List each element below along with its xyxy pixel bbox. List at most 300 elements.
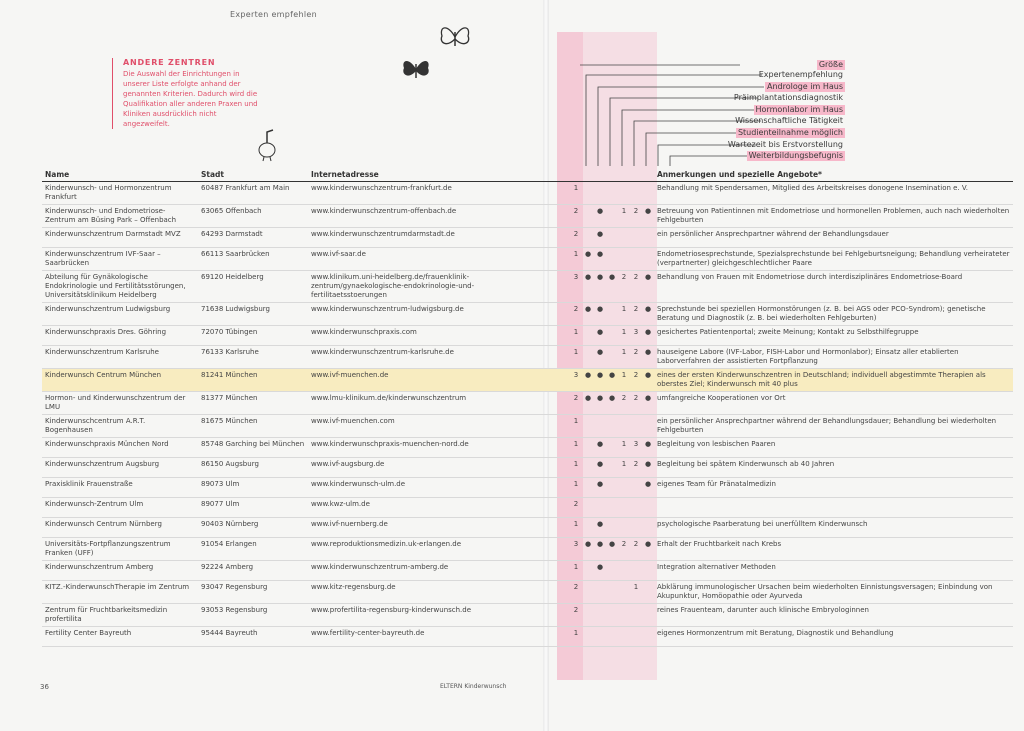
clinic-name: Kinderwunschzentrum Amberg: [42, 561, 198, 581]
criteria-mark: ●: [594, 248, 606, 271]
criteria-mark: [594, 627, 606, 647]
criteria-mark: 1: [618, 458, 630, 478]
row-spacer: [514, 415, 570, 438]
clinic-notes: reines Frauenteam, darunter auch klinische Embryologinnen: [654, 604, 1013, 627]
legend-item: Expertenempfehlung: [758, 70, 843, 79]
criteria-mark: 2: [570, 205, 582, 228]
clinic-url: www.ivf-muenchen.com: [308, 415, 514, 438]
clinic-city: 86150 Augsburg: [198, 458, 308, 478]
table-row: [42, 205, 1013, 228]
criteria-mark: [582, 415, 594, 438]
clinic-url: www.profertilita-regensburg-kinderwunsch.de: [308, 604, 514, 627]
clinic-name: Kinderwunschzentrum Ludwigsburg: [42, 303, 198, 326]
clinic-name: Kinderwunsch Centrum Nürnberg: [42, 518, 198, 538]
criteria-mark: [618, 478, 630, 498]
criteria-mark: ●: [594, 478, 606, 498]
clinic-notes: Endometriosesprechstunde, Spezialsprechstunde bei Fehlgeburtsneigung; Behandlung verheirateter (verpartnerter) gleichgeschlechtlicher Paare: [654, 248, 1013, 271]
criteria-mark: [630, 182, 642, 205]
criteria-mark: ●: [582, 369, 594, 392]
criteria-mark: [582, 498, 594, 518]
criteria-mark: [642, 581, 654, 604]
criteria-mark: ●: [642, 538, 654, 561]
row-spacer: [514, 392, 570, 415]
criteria-mark: ●: [594, 438, 606, 458]
criteria-mark: [606, 458, 618, 478]
criteria-mark: [594, 498, 606, 518]
clinic-notes: Integration alternativer Methoden: [654, 561, 1013, 581]
clinic-notes: ein persönlicher Ansprechpartner während der Behandlungsdauer; Behandlung bei wiederholten Fehlgeburten: [654, 415, 1013, 438]
criteria-mark: [606, 415, 618, 438]
criteria-mark: 1: [618, 205, 630, 228]
criteria-mark: ●: [642, 271, 654, 303]
criteria-mark: ●: [642, 346, 654, 369]
criteria-mark: ●: [594, 303, 606, 326]
criteria-mark: ●: [606, 392, 618, 415]
row-spacer: [514, 369, 570, 392]
table-row: [42, 498, 1013, 518]
clinic-name: Praxisklinik Frauenstraße: [42, 478, 198, 498]
legend-item: Weiterbildungsbefugnis: [748, 151, 843, 160]
criteria-mark: [606, 581, 618, 604]
criteria-mark: [606, 182, 618, 205]
criteria-mark: [618, 415, 630, 438]
criteria-mark: 1: [618, 438, 630, 458]
table-row: [42, 248, 1013, 271]
clinic-city: 93047 Regensburg: [198, 581, 308, 604]
clinic-name: Fertility Center Bayreuth: [42, 627, 198, 647]
clinic-name: Kinderwunsch- und Hormonzentrum Frankfurt: [42, 182, 198, 205]
criteria-mark: [582, 182, 594, 205]
clinic-notes: Behandlung mit Spendersamen, Mitglied des Arbeitskreises donogene Insemination e. V.: [654, 182, 1013, 205]
table-header-row: [42, 168, 1013, 182]
clinic-city: 90403 Nürnberg: [198, 518, 308, 538]
page-number: 36: [40, 683, 49, 691]
criteria-mark: ●: [642, 326, 654, 346]
criteria-mark: [582, 478, 594, 498]
header-city: Stadt: [198, 168, 308, 182]
criteria-mark: [642, 415, 654, 438]
butterfly-icon: [438, 22, 472, 59]
legend-item: Größe: [818, 60, 843, 69]
legend-item: Androloge im Haus: [766, 82, 843, 91]
criteria-mark: [618, 182, 630, 205]
clinic-url: www.kinderwunsch-ulm.de: [308, 478, 514, 498]
bird-illustration-icon: [255, 126, 279, 162]
criteria-mark: 1: [570, 248, 582, 271]
criteria-mark: [642, 604, 654, 627]
clinic-notes: [654, 498, 1013, 518]
clinic-notes: Betreuung von Patientinnen mit Endometriose und hormonellen Problemen, auch nach wiederholten Fehlgeburten: [654, 205, 1013, 228]
clinic-url: www.kinderwunschzentrum-amberg.de: [308, 561, 514, 581]
clinic-notes: Sprechstunde bei speziellen Hormonstörungen (z. B. bei AGS oder PCO-Syndrom); genetische Beratung und Diagnostik (z. B. bei wiederholten Fehlgeburten): [654, 303, 1013, 326]
clinic-name: Zentrum für Fruchtbarkeitsmedizin profertilita: [42, 604, 198, 627]
header-mark: [594, 168, 606, 182]
butterfly-icon: [400, 56, 432, 89]
criteria-mark: ●: [594, 392, 606, 415]
clinic-name: Kinderwunschzentrum Augsburg: [42, 458, 198, 478]
header-name: Name: [42, 168, 198, 182]
legend-item: Studienteilnahme möglich: [737, 128, 843, 137]
legend-item: Wartezeit bis Erstvorstellung: [727, 140, 843, 149]
criteria-mark: ●: [642, 369, 654, 392]
criteria-mark: [606, 627, 618, 647]
clinic-notes: psychologische Paarberatung bei unerfülltem Kinderwunsch: [654, 518, 1013, 538]
table-row: [42, 369, 1013, 392]
criteria-mark: [606, 604, 618, 627]
criteria-mark: [618, 627, 630, 647]
criteria-mark: 2: [570, 604, 582, 627]
criteria-mark: [630, 604, 642, 627]
clinic-name: KITZ.-KinderwunschTherapie im Zentrum: [42, 581, 198, 604]
criteria-mark: [642, 228, 654, 248]
criteria-mark: [606, 326, 618, 346]
legend-item: Hormonlabor im Haus: [755, 105, 843, 114]
clinic-url: www.ivf-saar.de: [308, 248, 514, 271]
clinic-city: 89077 Ulm: [198, 498, 308, 518]
criteria-mark: [618, 561, 630, 581]
criteria-mark: ●: [594, 228, 606, 248]
criteria-mark: ●: [594, 458, 606, 478]
table-row: [42, 458, 1013, 478]
criteria-mark: [618, 518, 630, 538]
criteria-mark: [594, 581, 606, 604]
clinic-notes: eigenes Hormonzentrum mit Beratung, Diagnostik und Behandlung: [654, 627, 1013, 647]
header-mark: [642, 168, 654, 182]
intro-box: [112, 58, 258, 129]
clinic-url: www.kinderwunschpraxis-muenchen-nord.de: [308, 438, 514, 458]
clinic-url: www.kinderwunschzentrum-offenbach.de: [308, 205, 514, 228]
criteria-mark: 1: [618, 369, 630, 392]
clinic-name: Kinderwunschzentrum Karlsruhe: [42, 346, 198, 369]
clinic-notes: Begleitung von lesbischen Paaren: [654, 438, 1013, 458]
row-spacer: [514, 303, 570, 326]
clinic-city: 85748 Garching bei München: [198, 438, 308, 458]
header-spacer: [514, 168, 570, 182]
criteria-mark: 1: [570, 326, 582, 346]
table-row: [42, 346, 1013, 369]
criteria-mark: [582, 326, 594, 346]
criteria-mark: [582, 627, 594, 647]
clinic-city: 60487 Frankfurt am Main: [198, 182, 308, 205]
clinic-notes: gesichertes Patientenportal; zweite Meinung; Kontakt zu Selbsthilfegruppe: [654, 326, 1013, 346]
criteria-mark: 3: [570, 369, 582, 392]
criteria-mark: 2: [618, 271, 630, 303]
clinic-city: 66113 Saarbrücken: [198, 248, 308, 271]
clinic-name: Kinderwunsch- und Endometriose-Zentrum am Büsing Park – Offenbach: [42, 205, 198, 228]
clinic-url: www.kwz-ulm.de: [308, 498, 514, 518]
criteria-mark: 1: [618, 303, 630, 326]
table-row: [42, 182, 1013, 205]
header-mark: [606, 168, 618, 182]
criteria-mark: 1: [618, 346, 630, 369]
row-spacer: [514, 271, 570, 303]
clinic-notes: Behandlung von Frauen mit Endometriose durch interdisziplinäres Endometriose-Board: [654, 271, 1013, 303]
criteria-mark: [630, 228, 642, 248]
criteria-mark: [594, 415, 606, 438]
row-spacer: [514, 438, 570, 458]
criteria-mark: 2: [630, 392, 642, 415]
criteria-mark: ●: [642, 303, 654, 326]
clinic-notes: hauseigene Labore (IVF-Labor, FISH-Labor und Hormonlabor); Einsatz aller etablierten Laborverfahren der assistierten Fortpflanzung: [654, 346, 1013, 369]
legend-item: Wissenschaftliche Tätigkeit: [735, 116, 843, 125]
clinic-city: 63065 Offenbach: [198, 205, 308, 228]
criteria-mark: ●: [606, 369, 618, 392]
table-row: [42, 604, 1013, 627]
criteria-mark: [642, 498, 654, 518]
header-mark: [570, 168, 582, 182]
criteria-mark: [642, 561, 654, 581]
legend-item: Präimplantationsdiagnostik: [733, 93, 843, 102]
table-row: [42, 228, 1013, 248]
clinic-table: [42, 168, 1013, 647]
criteria-mark: 2: [570, 581, 582, 604]
criteria-mark: 2: [618, 392, 630, 415]
criteria-mark: ●: [582, 248, 594, 271]
criteria-mark: 2: [570, 228, 582, 248]
clinic-notes: umfangreiche Kooperationen vor Ort: [654, 392, 1013, 415]
criteria-mark: 3: [570, 271, 582, 303]
row-spacer: [514, 627, 570, 647]
criteria-mark: 2: [630, 346, 642, 369]
clinic-url: www.kitz-regensburg.de: [308, 581, 514, 604]
criteria-mark: [606, 248, 618, 271]
criteria-mark: [618, 581, 630, 604]
criteria-mark: [606, 438, 618, 458]
criteria-mark: [594, 182, 606, 205]
clinic-city: 81675 München: [198, 415, 308, 438]
criteria-mark: [630, 561, 642, 581]
criteria-mark: [606, 346, 618, 369]
clinic-city: 69120 Heidelberg: [198, 271, 308, 303]
clinic-notes: Erhalt der Fruchtbarkeit nach Krebs: [654, 538, 1013, 561]
criteria-mark: [630, 415, 642, 438]
clinic-url: www.ivf-nuernberg.de: [308, 518, 514, 538]
clinic-notes: Abklärung immunologischer Ursachen beim wiederholten Einnistungsversagen; Einbindung von Akupunktur, Homöopathie oder Ayurveda: [654, 581, 1013, 604]
clinic-notes: ein persönlicher Ansprechpartner während der Behandlungsdauer: [654, 228, 1013, 248]
header-url: Internetadresse: [308, 168, 514, 182]
criteria-mark: 2: [570, 498, 582, 518]
criteria-mark: ●: [594, 205, 606, 228]
clinic-city: 91054 Erlangen: [198, 538, 308, 561]
criteria-mark: [606, 228, 618, 248]
clinic-url: www.kinderwunschpraxis.com: [308, 326, 514, 346]
criteria-mark: ●: [582, 538, 594, 561]
criteria-mark: 1: [618, 326, 630, 346]
criteria-legend: [580, 60, 845, 170]
clinic-name: Abteilung für Gynäkologische Endokrinologie und Fertilitätsstörungen, Universitätsklinikum Heidelberg: [42, 271, 198, 303]
criteria-mark: [582, 346, 594, 369]
clinic-name: Kinderwunsch-Zentrum Ulm: [42, 498, 198, 518]
table-row: [42, 271, 1013, 303]
criteria-mark: 2: [570, 303, 582, 326]
criteria-mark: ●: [642, 392, 654, 415]
row-spacer: [514, 561, 570, 581]
row-spacer: [514, 581, 570, 604]
table-row: [42, 326, 1013, 346]
row-spacer: [514, 458, 570, 478]
criteria-mark: ●: [594, 271, 606, 303]
criteria-mark: [606, 478, 618, 498]
criteria-mark: [582, 604, 594, 627]
clinic-url: www.ivf-muenchen.de: [308, 369, 514, 392]
clinic-city: 81241 München: [198, 369, 308, 392]
criteria-mark: 1: [630, 581, 642, 604]
criteria-mark: [642, 248, 654, 271]
criteria-mark: 1: [570, 182, 582, 205]
criteria-mark: [594, 604, 606, 627]
clinic-city: 64293 Darmstadt: [198, 228, 308, 248]
criteria-mark: ●: [582, 392, 594, 415]
criteria-mark: 1: [570, 346, 582, 369]
table-row: [42, 561, 1013, 581]
criteria-mark: 2: [630, 369, 642, 392]
criteria-mark: [630, 478, 642, 498]
criteria-mark: [630, 248, 642, 271]
row-spacer: [514, 498, 570, 518]
criteria-mark: [582, 205, 594, 228]
criteria-mark: 2: [630, 271, 642, 303]
clinic-url: www.reproduktionsmedizin.uk-erlangen.de: [308, 538, 514, 561]
clinic-city: 71638 Ludwigsburg: [198, 303, 308, 326]
criteria-mark: 1: [570, 561, 582, 581]
clinic-notes: eines der ersten Kinderwunschzentren in Deutschland; individuell abgestimmte Therapien als oberstes Ziel; Kinderwunsch mit 40 plus: [654, 369, 1013, 392]
criteria-mark: [618, 604, 630, 627]
criteria-mark: 2: [618, 538, 630, 561]
criteria-mark: ●: [594, 346, 606, 369]
clinic-name: Hormon- und Kinderwunschzentrum der LMU: [42, 392, 198, 415]
criteria-mark: ●: [594, 518, 606, 538]
criteria-mark: [642, 627, 654, 647]
row-spacer: [514, 346, 570, 369]
criteria-mark: [618, 228, 630, 248]
table-row: [42, 538, 1013, 561]
criteria-mark: ●: [642, 205, 654, 228]
section-label: Experten empfehlen: [230, 10, 317, 19]
clinic-notes: Begleitung bei spätem Kinderwunsch ab 40 Jahren: [654, 458, 1013, 478]
criteria-mark: ●: [594, 369, 606, 392]
criteria-mark: 1: [570, 627, 582, 647]
clinic-url: www.kinderwunschzentrum-karlsruhe.de: [308, 346, 514, 369]
criteria-mark: [618, 248, 630, 271]
criteria-mark: [642, 182, 654, 205]
criteria-mark: [630, 518, 642, 538]
table-row: [42, 438, 1013, 458]
table-row: [42, 478, 1013, 498]
row-spacer: [514, 518, 570, 538]
clinic-url: www.kinderwunschzentrumdarmstadt.de: [308, 228, 514, 248]
clinic-city: 76133 Karlsruhe: [198, 346, 308, 369]
clinic-name: Kinderwunsch Centrum München: [42, 369, 198, 392]
row-spacer: [514, 228, 570, 248]
clinic-url: www.klinikum.uni-heidelberg.de/frauenklinik-zentrum/gynaekologische-endokrinologie-und-fertilitaetsstoerungen: [308, 271, 514, 303]
clinic-url: www.kinderwunschzentrum-frankfurt.de: [308, 182, 514, 205]
criteria-mark: [606, 561, 618, 581]
criteria-mark: ●: [606, 271, 618, 303]
criteria-mark: ●: [642, 438, 654, 458]
criteria-mark: 2: [630, 458, 642, 478]
criteria-mark: [582, 518, 594, 538]
table-row: [42, 303, 1013, 326]
clinic-name: Kinderwunschzentrum Darmstadt MVZ: [42, 228, 198, 248]
criteria-mark: 1: [570, 458, 582, 478]
table-row: [42, 415, 1013, 438]
criteria-mark: ●: [642, 458, 654, 478]
criteria-mark: 1: [570, 438, 582, 458]
criteria-mark: [582, 438, 594, 458]
criteria-mark: 2: [570, 392, 582, 415]
criteria-mark: ●: [642, 478, 654, 498]
table-row: [42, 392, 1013, 415]
clinic-name: Kinderwunschzentrum IVF-Saar – Saarbrücken: [42, 248, 198, 271]
clinic-name: Kinderwunschpraxis München Nord: [42, 438, 198, 458]
criteria-mark: ●: [582, 271, 594, 303]
row-spacer: [514, 478, 570, 498]
table-row: [42, 581, 1013, 604]
criteria-mark: [582, 581, 594, 604]
intro-heading: ANDERE ZENTREN: [123, 58, 216, 67]
criteria-mark: ●: [594, 538, 606, 561]
header-mark: [582, 168, 594, 182]
criteria-mark: ●: [582, 303, 594, 326]
intro-text: Die Auswahl der Einrichtungen in unserer Liste erfolgte anhand der genannten Kriterien. Dadurch wird die Qualifikation aller anderen Praxen und Kliniken ausdrücklich nicht angezweifelt.: [123, 70, 258, 128]
criteria-mark: [582, 228, 594, 248]
clinic-name: Kinderwunschpraxis Dres. Göhring: [42, 326, 198, 346]
row-spacer: [514, 604, 570, 627]
clinic-city: 72070 Tübingen: [198, 326, 308, 346]
criteria-mark: [630, 627, 642, 647]
clinic-city: 92224 Amberg: [198, 561, 308, 581]
header-notes: Anmerkungen und spezielle Angebote*: [654, 168, 1013, 182]
header-mark: [630, 168, 642, 182]
criteria-mark: ●: [594, 561, 606, 581]
row-spacer: [514, 205, 570, 228]
criteria-mark: [606, 498, 618, 518]
criteria-mark: 1: [570, 478, 582, 498]
criteria-mark: 3: [630, 438, 642, 458]
criteria-mark: [630, 498, 642, 518]
row-spacer: [514, 182, 570, 205]
criteria-mark: [582, 458, 594, 478]
clinic-city: 89073 Ulm: [198, 478, 308, 498]
clinic-city: 95444 Bayreuth: [198, 627, 308, 647]
criteria-mark: ●: [594, 326, 606, 346]
criteria-mark: [606, 303, 618, 326]
criteria-mark: [582, 561, 594, 581]
criteria-mark: 3: [570, 538, 582, 561]
clinic-url: www.ivf-augsburg.de: [308, 458, 514, 478]
table-row: [42, 518, 1013, 538]
header-mark: [618, 168, 630, 182]
criteria-mark: 2: [630, 538, 642, 561]
table-row: [42, 627, 1013, 647]
criteria-mark: 1: [570, 415, 582, 438]
criteria-mark: [606, 518, 618, 538]
clinic-name: Kinderwunschcentrum A.R.T. Bogenhausen: [42, 415, 198, 438]
criteria-mark: [618, 498, 630, 518]
clinic-city: 93053 Regensburg: [198, 604, 308, 627]
clinic-name: Universitäts-Fortpflanzungszentrum Franken (UFF): [42, 538, 198, 561]
criteria-mark: 2: [630, 205, 642, 228]
clinic-city: 81377 München: [198, 392, 308, 415]
row-spacer: [514, 538, 570, 561]
criteria-mark: 2: [630, 303, 642, 326]
criteria-mark: [642, 518, 654, 538]
footer-magazine-name: ELTERN Kinderwunsch: [440, 683, 507, 690]
criteria-mark: ●: [606, 538, 618, 561]
criteria-mark: [606, 205, 618, 228]
clinic-notes: eigenes Team für Pränatalmedizin: [654, 478, 1013, 498]
clinic-url: www.lmu-klinikum.de/kinderwunschzentrum: [308, 392, 514, 415]
